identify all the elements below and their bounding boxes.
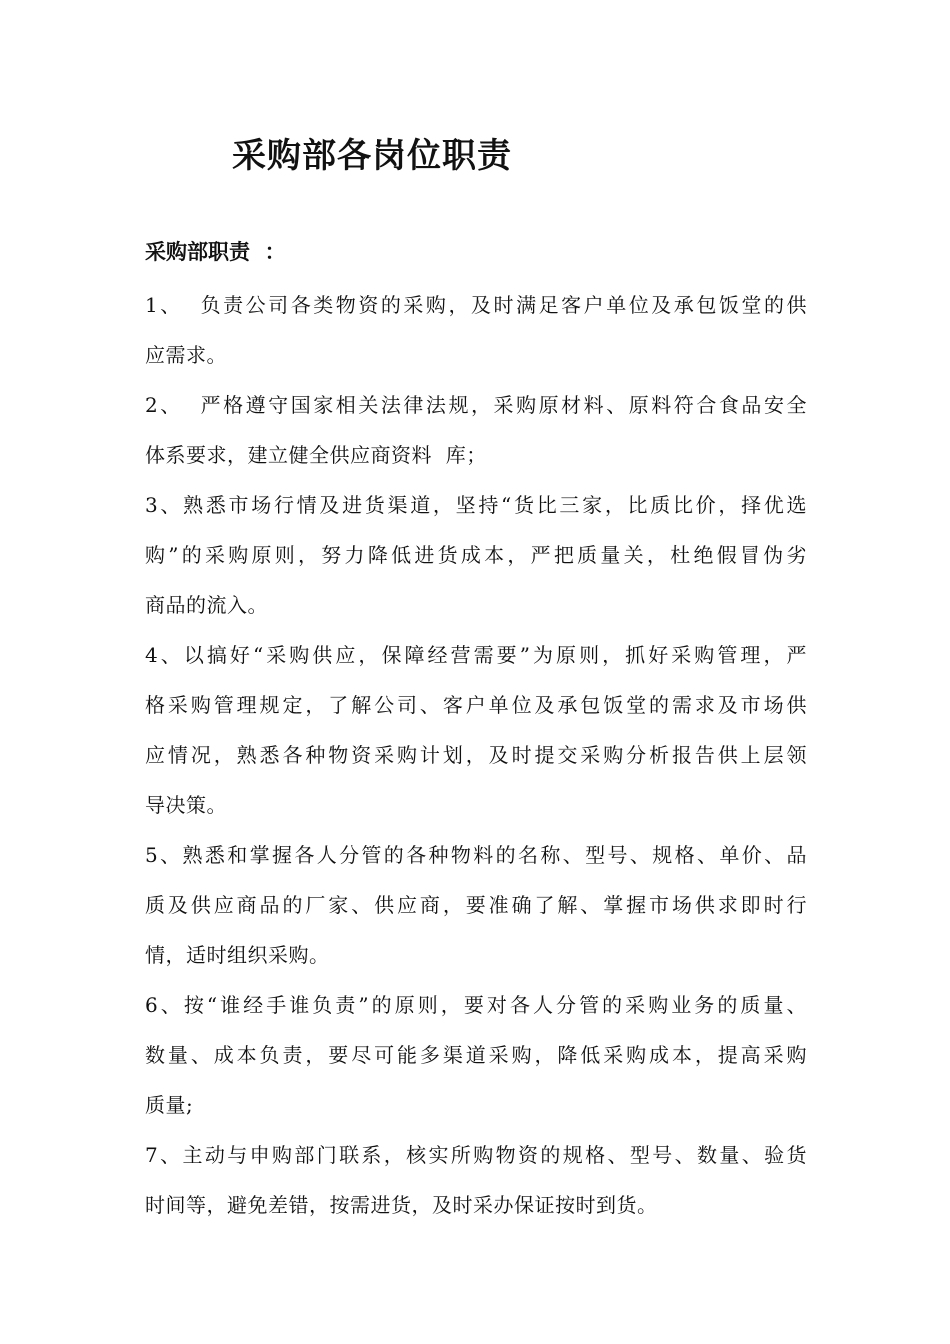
- duty-line: 6、按“谁经手谁负责”的原则，要对各人分管的采购业务的质量、: [145, 993, 807, 1017]
- duty-line: 体系要求，建立健全供应商资料 库；: [145, 443, 487, 467]
- duty-line: 时间等，避免差错，按需进货，及时采办保证按时到货。: [145, 1193, 658, 1217]
- duty-line: 应需求。: [145, 343, 227, 367]
- duty-line: 质及供应商品的厂家、供应商，要准确了解、掌握市场供求即时行: [145, 893, 807, 917]
- duty-line: 2、 严格遵守国家相关法律法规，采购原材料、原料符合食品安全: [145, 393, 807, 417]
- section-heading: 采购部职责 ：: [145, 239, 286, 264]
- duty-line: 3、熟悉市场行情及进货渠道，坚持“货比三家，比质比价，择优选: [145, 493, 807, 517]
- duty-line: 格采购管理规定，了解公司、客户单位及承包饭堂的需求及市场供: [145, 693, 807, 717]
- duty-item: [145, 1130, 807, 1230]
- duty-item: [145, 980, 807, 1130]
- document-title: 采购部各岗位职责: [232, 136, 512, 176]
- duty-item: [145, 480, 807, 630]
- duty-line: 应情况，熟悉各种物资采购计划，及时提交采购分析报告供上层领: [145, 743, 807, 767]
- duty-line: 数量、成本负责，要尽可能多渠道采购，降低采购成本，提高采购: [145, 1043, 807, 1067]
- duty-line: 1、 负责公司各类物资的采购，及时满足客户单位及承包饭堂的供: [145, 293, 807, 317]
- duty-line: 4、以搞好“采购供应，保障经营需要”为原则，抓好采购管理，严: [145, 643, 807, 667]
- duty-item: [145, 380, 807, 480]
- duty-item: [145, 830, 807, 980]
- duty-line: 导决策。: [145, 793, 227, 817]
- duty-line: 5、熟悉和掌握各人分管的各种物料的名称、型号、规格、单价、品: [145, 843, 807, 867]
- duty-line: 商品的流入。: [145, 593, 268, 617]
- duty-line: 7、主动与申购部门联系，核实所购物资的规格、型号、数量、验货: [145, 1143, 807, 1167]
- duty-line: 质量;: [145, 1093, 194, 1117]
- duty-line: 情，适时组织采购。: [145, 943, 330, 967]
- duty-item: [145, 280, 807, 380]
- duty-list: [145, 280, 807, 1230]
- duty-line: 购”的采购原则，努力降低进货成本，严把质量关，杜绝假冒伪劣: [145, 543, 807, 567]
- duty-item: [145, 630, 807, 830]
